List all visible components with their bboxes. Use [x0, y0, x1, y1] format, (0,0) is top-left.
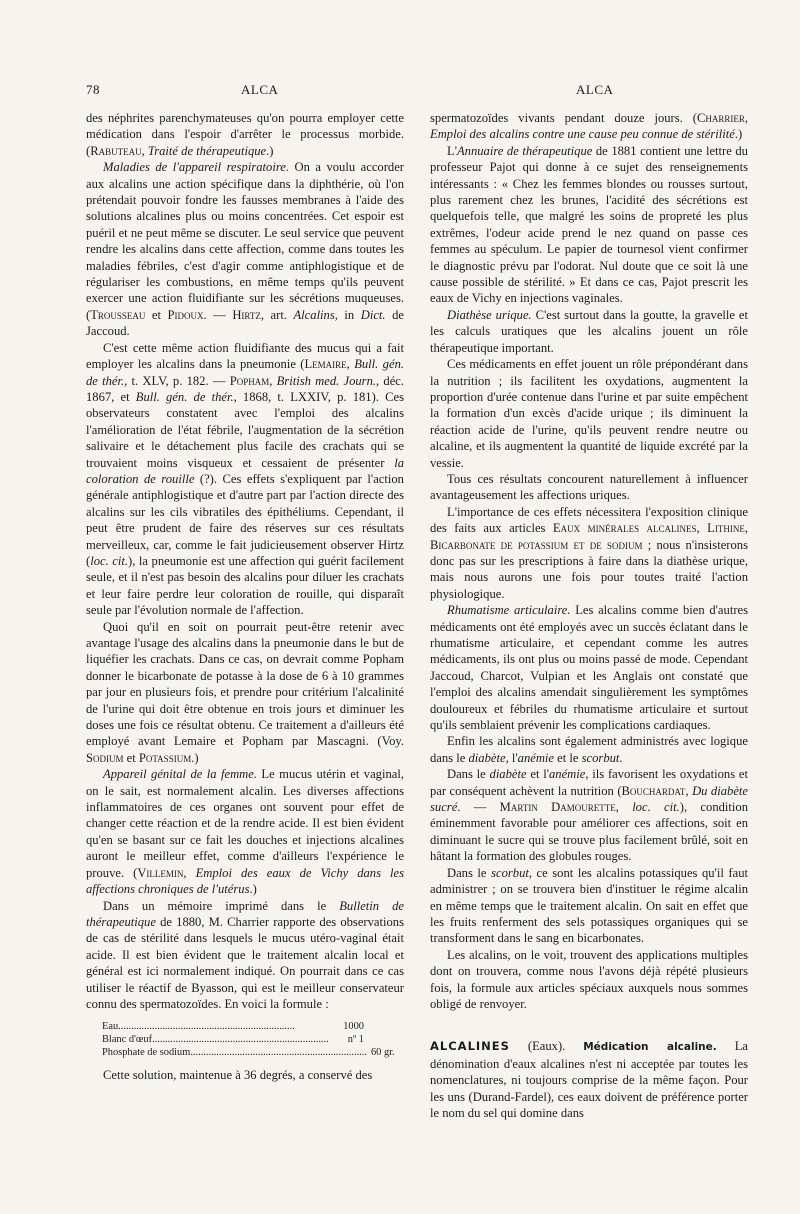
- section-uric: Diathèse urique. C'est surtout dans la goutte, la gravelle et les calculs uratiques que les alcalins jouent un rôle thérapeutique important.: [430, 307, 748, 355]
- section-respiratory: Maladies de l'appareil respiratoire. On a voulu accorder aux alcalins une action spécifique dans la diphthérie, où l'on prétendait pouvoir fondre les fausses membranes à l'aide des solutions alcalines plus ou moins concentrées. Cet espoir est puéril et ne peut même se discuter. Le seul service que peuvent rendre les alcalins dans cette affection, comme dans toutes les maladies fébriles, c'est d'agir comme antiphlogistique et de régulariser les combustions, en même temps qu'ils peuvent exercer une action fluidifiante sur les sécrétions muqueuses. (Trousseau et Pidoux. — Hirtz, art. Alcalins, in Dict. de Jaccoud.: [86, 160, 404, 339]
- paragraph: spermatozoïdes vivants pendant douze jours. (Charrier, Emploi des alcalins contre une cause peu connue de stérilité.): [430, 111, 748, 142]
- running-head: [86, 82, 740, 102]
- entry-subtitle: Médication alcaline.: [583, 1041, 717, 1054]
- paragraph: Cette solution, maintenue à 36 degrés, a conservé des: [103, 1068, 373, 1083]
- formula-row: Phosphate de sodium .................................................................... 60 gr.: [102, 1047, 395, 1059]
- paragraph: Dans le scorbut, ce sont les alcalins potassiques qu'il faut administrer ; on se trouvera bien d'instituer le régime alcalin en même temps que le traitement alcalin. On sait en effet que les fruits renferment des sels potassiques organiques qui se transforment dans le sang en bicarbonates.: [430, 865, 748, 946]
- dictionary-entry-alcalines: ALCALINES (Eaux). Médication alcaline. La dénomination d'eaux alcalines n'est ni acceptée par toutes les nomenclatures, ni toujours comprise de la même façon. Pour les uns (Durand-Fardel), ces eaux doivent de préférence porter le nom du sel qui domine dans: [430, 1039, 748, 1120]
- paragraph: Dans le diabète et l'anémie, ils favorisent les oxydations et par conséquent achèvent la nutrition (Bouchardat, Du diabète sucré. — Martin Damourette, loc. cit.), condition éminemment favorable pour améliorer ces affections, soit en diminuant le sucre qui se trouve plus facilement brûlé, soit en hâtant la formation des globules rouges.: [430, 767, 749, 864]
- paragraph: Enfin les alcalins sont également administrés avec logique dans le diabète, l'anémie et le scorbut.: [430, 734, 748, 765]
- paragraph: L'importance de ces effets nécessitera l'exposition clinique des faits aux articles Eaux minérales alcalines, Lithine, Bicarbonate de potassium et de sodium ; nous n'insisterons donc pas sur les prescriptions à faire dans la diathèse urique, mais nous aurons une fois pour toutes traité l'action physiologique.: [430, 504, 749, 601]
- formula-table: [102, 1020, 395, 1059]
- paragraph: Ces médicaments en effet jouent un rôle prépondérant dans la nutrition ; ils facilitent les oxydations, augmentent la proportion d'urée contenue dans l'urine et par suite empêchent la formation d'un excès d'acide urique ; ils diminuent la réaction acide de l'urine, qu'ils peuvent rendre neutre ou alcaline, et ils augmentent la quantité de liquide excrété par la vessie.: [430, 357, 748, 470]
- entry-headword: ALCALINES: [430, 1039, 510, 1054]
- paragraph: Tous ces résultats concourent naturellement à influencer avantageusement les affections uriques.: [430, 471, 748, 503]
- left-column: [86, 110, 404, 1084]
- running-title-right: ALCA: [576, 82, 614, 97]
- paragraph: C'est cette même action fluidifiante des mucus qui a fait employer les alcalins dans la pneumonie (Lemaire, Bull. gén. de thér., t. XLV, p. 182. — Popham, British med. Journ., déc. 1867, et Bull. gén. de thér., 1868, t. LXXIV, p. 181). Ces observateurs constatent avec l'emploi des alcalins l'amélioration de l'état fébrile, l'augmentation de la sécrétion salivaire et le détachement plus facile des crachats qui se trouvaient moins visqueux et cessaient de présenter la coloration de rouille (?). Ces effets s'expliquent par l'action générale antiphlogistique et d'autre part par l'action directe des alcalins sur les cils vibratiles des épithéliums. Cependant, il peut être prudent de faire des réserves sur ces résultats merveilleux, car, comme le fait judicieusement observer Hirtz (loc. cit.), la pneumonie est une affection qui guérit facilement seule, et il n'est pas besoin des alcalins pour diluer les crachats et leur faire perdre leur coloration de rouille, qui disparaît seule par l'évolution normale de l'affection.: [86, 340, 405, 618]
- section-heading: Maladies de l'appareil respiratoire.: [103, 160, 290, 175]
- formula-row: Blanc d'œuf .................................................................... nº 1: [102, 1034, 364, 1046]
- running-title-left: ALCA: [241, 82, 279, 97]
- page-number: 78: [86, 82, 100, 97]
- section-heading: Appareil génital de la femme.: [103, 767, 257, 782]
- section-heading: Diathèse urique.: [447, 307, 532, 322]
- paragraph: Quoi qu'il en soit on pourrait peut-être retenir avec avantage l'usage des alcalins dans la pneumonie dans le but de liquéfier les crachats. Dans ce cas, on devrait comme Popham donner le bicarbonate de potasse à la dose de 6 à 10 grammes par jour en plusieurs fois, et prendre pour critérium l'alcalinité de l'urine qui doit être obtenue en trois jours et diminuer les doses une fois ce résultat obtenu. Ce traitement a d'ailleurs été employé avant Lemaire et Popham par Mascagni. (Voy. Sodium et Potassium.): [86, 619, 404, 765]
- paragraph: des néphrites parenchymateuses qu'on pourra employer cette médication dans l'espoir d'arrêter le processus morbide. (Rabuteau, Traité de thérapeutique.): [86, 111, 404, 158]
- formula-row: Eau .................................................................... 1000: [102, 1021, 364, 1033]
- paragraph: L'Annuaire de thérapeutique de 1881 contient une lettre du professeur Pajot qui donne à ce sujet des renseignements intéressants : « Chez les femmes blondes ou rousses surtout, plus rarement chez les brunes, l'acidité des sécrétions est quelquefois telle, que malgré les soins de propreté les plus extrêmes, l'odeur acide prend le nez quand on passe ces femmes au spéculum. Le papier de tournesol vient confirmer le diagnostic prévu par l'odorat. Nul doute que ce soit là une cause possible de stérilité. » Et dans ce cas, Pajot prescrit les eaux de Vichy en injections vaginales.: [430, 143, 748, 306]
- paragraph: Dans un mémoire imprimé dans le Bulletin de thérapeutique de 1880, M. Charrier rapporte des observations de cas de stérilité dans lesquels le mucus utéro-vaginal était acide. Il est bien évident que le traitement alcalin local et général est ici normalement indiqué. On pourrait dans ce cas utiliser le réactif de Byasson, qui est le meilleur conservateur connu des spermatozoïdes. En voici la formule :: [86, 898, 404, 1011]
- right-column: [430, 110, 748, 1121]
- section-heading: Rhumatisme articulaire.: [447, 603, 571, 618]
- section-genital: Appareil génital de la femme. Le mucus utérin et vaginal, on le sait, est normalement alcalin. Les diverses affections inflammatoires de ces organes ont souvent pour effet de changer cette réaction et de la rendre acide. Il est bien évident qu'en se basant sur ce fait les douches et injections alcalines auront le meilleur effet, comme d'ailleurs l'expérience le prouve. (Villemin, Emploi des eaux de Vichy dans les affections chroniques de l'utérus.): [86, 767, 405, 897]
- section-rheumatism: Rhumatisme articulaire. Les alcalins comme bien d'autres médicaments ont été employés avec un succès éclatant dans le rhumatisme articulaire, et cependant comme les autres médicaments, ils ont plus ou moins passé de mode. Cependant Jaccoud, Charcot, Vulpian et les Anglais ont constaté que l'emploi des alcalins amendait singulièrement les symptômes douloureux et fébriles du rhumatisme articulaire et surtout qu'ils semblaient prévenir les complications cardiaques.: [430, 603, 748, 733]
- paragraph: Les alcalins, on le voit, trouvent des applications multiples dont on trouvera, comme nous l'avons déjà répété plusieurs fois, la formule aux articles spéciaux auxquels nous sommes obligé de renvoyer.: [430, 947, 748, 1011]
